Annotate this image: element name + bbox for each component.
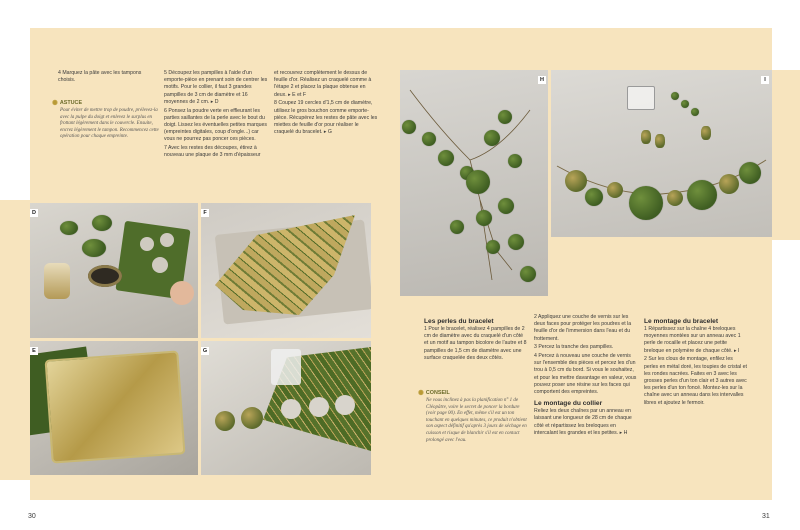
necklace-assembly-heading: Le montage du collier [534, 400, 603, 408]
astuce-title: ✺ ASTUCE [52, 100, 83, 107]
photo-d-stamping-tools [30, 203, 198, 338]
step-7-continued-text: et recouvrez complètement le dessus de feuille d'or. Réalisez un craquelé comme à l'étape 2 et placez la plaque obtenue en deux. ▸ E et F [274, 70, 372, 98]
astuce-text: Pour éviter de mettre trop de poudre, prélevez-la avec la pulpe du doigt et enlevez le surplus en frottant légèrement dans le couvercle. Ensuite, encrez légèrement le tampon. Recommencez cette opération pour chaque empreinte. [60, 108, 159, 140]
right-text-column-2 [534, 314, 638, 439]
photo-i-bracelet [551, 70, 772, 237]
photo-h-label: H [538, 76, 546, 84]
necklace-assembly-text: Reliez les deux chaînes par un anneau en laissant une longueur de 28 cm de chaque côté et répartissez les breloques en intercalant les grandes et les petites. ▸ H [534, 408, 632, 436]
step-8-text: 8 Coupez 19 cercles d'1,5 cm de diamètre, utilisez le gros bouchon comme emporte-pièce. Récupérez les restes de pâte avec les miettes de feuille d'or pour réaliser le craquelé du bracelet. ▸ G [274, 100, 378, 136]
star-icon: ✺ [52, 100, 58, 107]
step-5-text: 5 Découpez les pampilles à l'aide d'un emporte-pièce en prenant soin de centrer les motifs. Pour le collier, il faut 3 grandes pampilles de 3 cm de diamètre et 16 moyennes de 2 cm. ▸ D [164, 70, 268, 105]
bracelet-assembly-step-2-text: 2 Sur les clous de montage, enfilez les perles en métal doré, les toupies de cristal et les rondes nacrées. Faites en 3 avec les grosses perles d'un ton clair et 3 autres avec les perles d'un ton foncé. Montez-les sur la chaîne avec un anneau dans les intervalles libres et ajoutez le fermoir. [644, 356, 747, 406]
left-text-column-1 [58, 70, 158, 86]
middle-step-2-text: 2 Appliquez une couche de vernis sur les deux faces pour protéger les poudres et la feuille d'or de l'immersion dans l'eau et du frottement. [534, 314, 632, 342]
step-7-text: 7 Avec les restes des découpes, étirez à nouveau une plaque de 3 mm d'épaisseur [164, 145, 261, 159]
middle-step-3-text: 3 Percez la tranche des pampilles. [534, 344, 614, 351]
conseil-callout [418, 390, 528, 444]
photo-i-label: I [761, 76, 769, 84]
photo-e-label: E [30, 347, 38, 355]
photo-e-gold-sheet [30, 341, 198, 475]
photo-f-label: F [201, 209, 209, 217]
step-4-text: 4 Marquez la pâte avec les tampons choisis. [58, 70, 142, 84]
bracelet-step-1-text: 1 Pour le bracelet, réalisez 4 pampilles de 2 cm de diamètre avec du craquelé d'un côté et un motif au tampon bicolore de l'autre et 8 pampilles de 1,5 cm de diamètre avec une surface craquelée des deux côtés. [424, 326, 527, 361]
conseil-text: Ne vous inclinez à pas la planification n° 1 de Cléopâtre, voire le secret de poncer la bordure (voir page 00). En effet, même s'il est un ton touchant en quelques minutes, ce produit n'obtient son aspect définitif qu'après 3 jours de séchage en cuisson et risque de blanchir s'il est en contact prolongé avec l'eau. [426, 398, 527, 443]
photo-g-crackle-cutting [201, 341, 371, 475]
left-text-column-3 [274, 70, 378, 138]
photo-g-label: G [202, 348, 208, 354]
bracelet-beads-heading: Les perles du bracelet [424, 318, 494, 325]
conseil-title: ✺ CONSEIL [418, 390, 450, 397]
bracelet-chain-drawing [551, 70, 772, 237]
astuce-callout [52, 100, 160, 141]
page-number-left: 30 [28, 513, 36, 520]
bracelet-assembly-step-1-text: 1 Répartissez sur la chaîne 4 breloques moyennes montées sur un anneau avec 1 perle de rocaille et placez une petite breloque en polymère de chaque côté. ▸ I [644, 326, 741, 354]
photo-f-gold-leaf-sheet [201, 203, 371, 338]
right-text-column-3 [644, 314, 748, 408]
photo-h-necklace [400, 70, 548, 296]
bracelet-assembly-heading: Le montage du bracelet [644, 318, 719, 325]
photo-d-label: D [30, 209, 38, 217]
page-number-right: 31 [762, 513, 770, 520]
middle-step-4-text: 4 Percez à nouveau une couche de vernis sur l'ensemble des pièces et percez les d'un trou à 0,5 cm du bord. Si vous le souhaitez, et pour les mettre davantage en valeur, vous pouvez poser une résine sur les faces qui comportent des empreintes. [534, 353, 637, 396]
left-text-column-2 [164, 70, 268, 161]
star-icon: ✺ [418, 390, 424, 397]
right-edge-tab [772, 70, 800, 240]
left-edge-tab [0, 200, 30, 480]
right-text-column-1 [424, 314, 528, 364]
step-6-text: 6 Ponsez la poudre verte en effleurant les parties saillantes de la perle avec le bout du doigt. Lissez les éventuelles petites marques (empreintes digitales, coup d'ongle...) car vous ne pourrez pas poncer ces pièces. [164, 107, 267, 143]
